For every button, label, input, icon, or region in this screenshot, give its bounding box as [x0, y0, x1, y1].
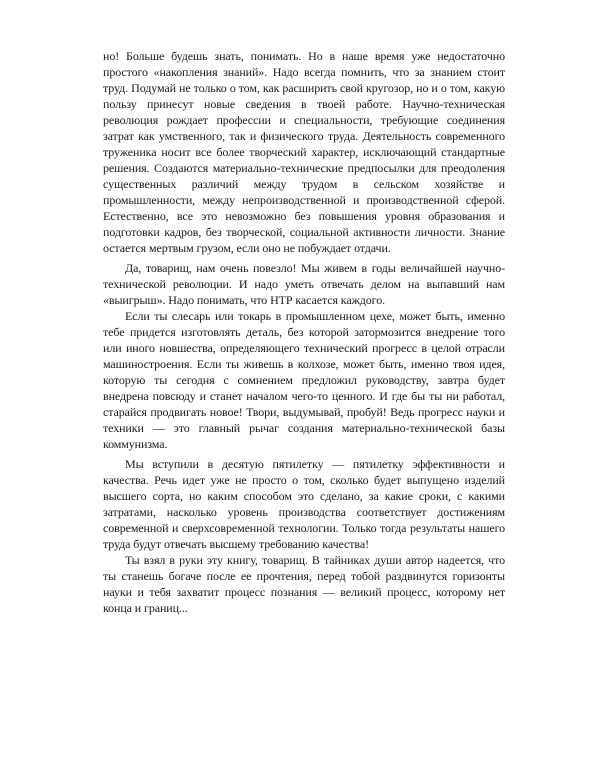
paragraph-1: но! Больше будешь знать, понимать. Но в наше время уже недостаточно простого «накопления знаний». Надо всегда помнить, что за знанием стоит труд. Подумай не только о том, как расширить свой кругозор, но и о том, какую пользу принесут новые сведения в твоей работе. Научно-техническая революция рождает профессии и специальности, требующие соединения затрат как умственного, так и физического труда. Деятельность современного труженика носит все более творческий характер, исключающий стандартные решения. Создаются материально-технические предпосылки для преодоления существенных различий между трудом в сельском хозяйстве и промышленности, между непроизводственной и производственной сферой. Естественно, все это невозможно без повышения уровня образования и подготовки кадров, без творческой, социальной активности личности. Знание остается мертвым грузом, если оно не побуждает отдачи. — [103, 49, 505, 255]
paragraph-5: Ты взял в руки эту книгу, товарищ. В тайниках души автор надеется, что ты станешь богаче после ее прочтения, перед тобой раздвинутся горизонты науки и тебя захватит процесс познания — великий процесс, которому нет конца и границ... — [103, 553, 505, 615]
paragraph-3: Если ты слесарь или токарь в промышленном цехе, может быть, именно тебе придется изготовлять деталь, без которой затормозится внедрение того или иного новшества, определяющего технический прогресс в целой отрасли машиностроения. Если ты живешь в колхозе, может быть, именно твоя идея, которую ты сегодня с сомнением предложил руководству, завтра будет внедрена повсюду и станет началом чего-то ценного. И где бы ты ни работал, старайся продвигать новое! Твори, выдумывай, пробуй! Ведь прогресс науки и техники — это главный рычаг создания материально-технической базы коммунизма. — [103, 309, 505, 451]
paragraph-2: Да, товарищ, нам очень повезло! Мы живем в годы величайшей научно-технической революции. И надо уметь отвечать делом на выпавший нам «выигрыш». Надо понимать, что НТР касается каждого. — [103, 261, 505, 307]
paragraph-4: Мы вступили в десятую пятилетку — пятилетку эффективности и качества. Речь идет уже не просто о том, сколько будет выпущено изделий высшего сорта, но каким способом это сделано, за какие сроки, с какими затратами, насколько уровень производства соответствует достижениям современной и сверхсовременной технологии. Только тогда результаты нашего труда будут отвечать высшему требованию качества! — [103, 457, 505, 551]
page-text — [103, 48, 505, 616]
